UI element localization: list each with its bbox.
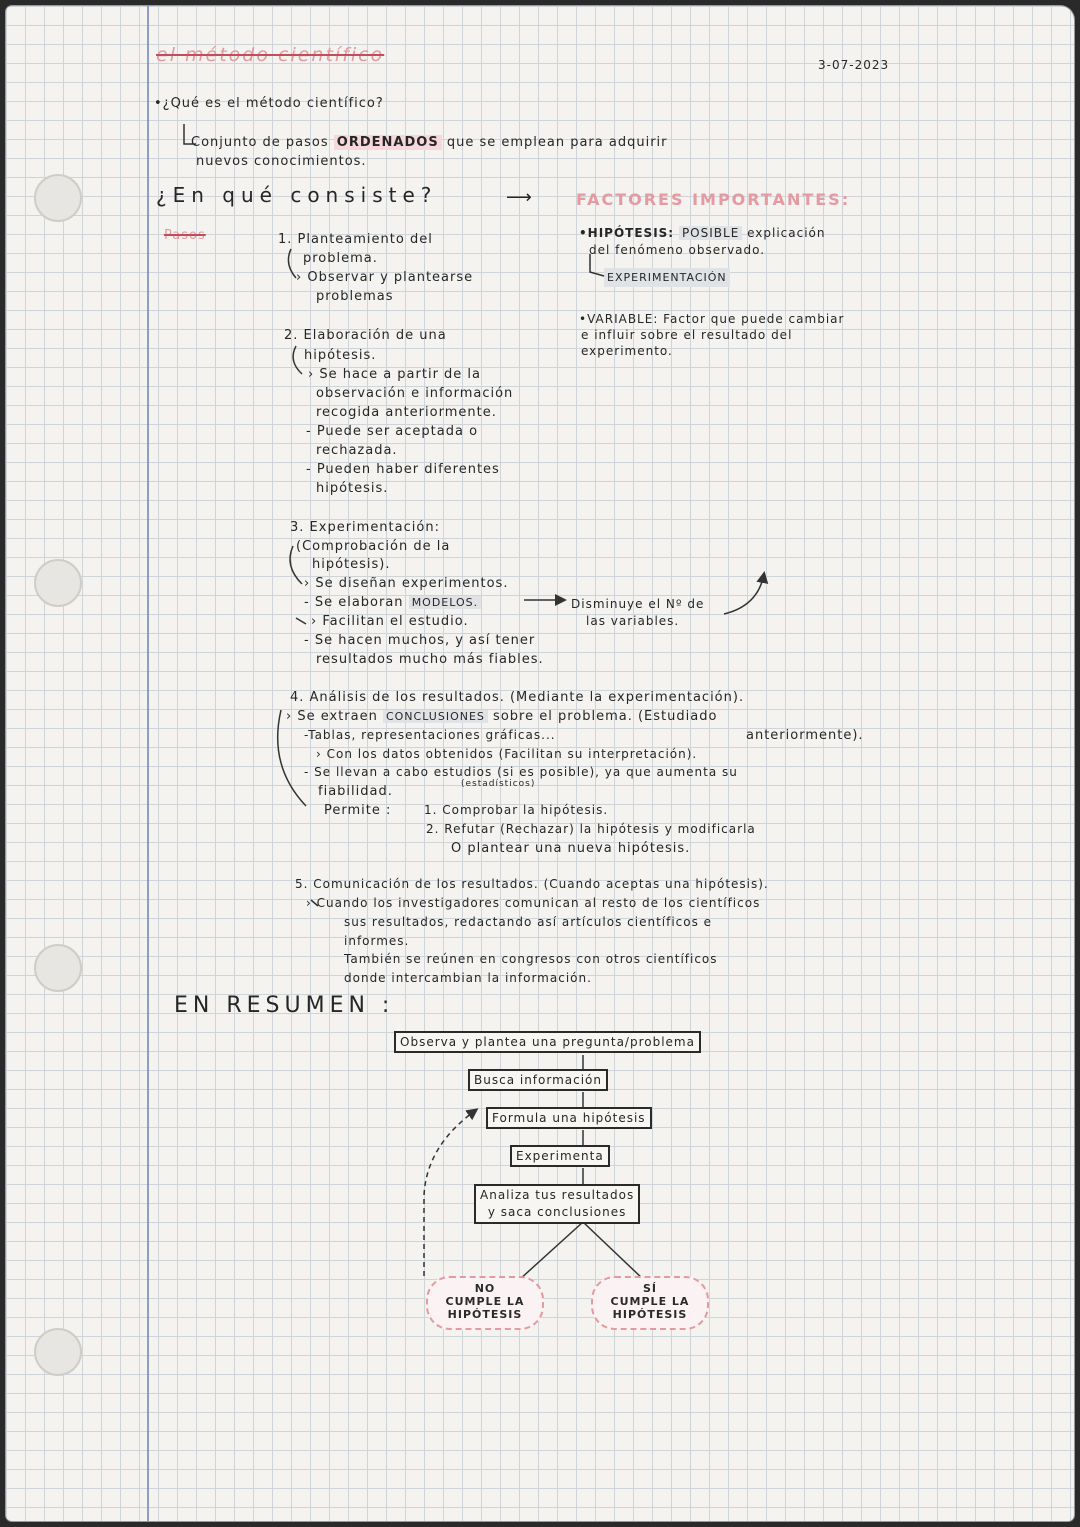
highlight-modelos: MODELOS.	[409, 596, 481, 609]
step2-line: › Se hace a partir de la	[308, 367, 482, 382]
step4-line: -Tablas, representaciones gráficas...	[304, 728, 556, 742]
answer-line-2: nuevos conocimientos.	[196, 154, 367, 169]
step5-line: También se reúnen en congresos con otros científicos	[344, 952, 718, 966]
hipotesis-line-2: del fenómeno observado.	[589, 243, 766, 257]
step3-line: - Se hacen muchos, y así tener	[304, 633, 536, 648]
step5-line: sus resultados, redactando así artículos científicos e	[344, 915, 713, 929]
step1-line: › Observar y plantearse	[296, 270, 474, 285]
step4-title: 4. Análisis de los resultados. (Mediante la experimentación).	[290, 690, 745, 705]
arrow-right-icon: ⟶	[506, 187, 533, 208]
cloud-text: CUMPLE LA	[610, 1295, 690, 1308]
step4-annotation: (estadísticos)	[461, 779, 536, 789]
cloud-text: HIPÓTESIS	[612, 1308, 688, 1321]
definition-text: explicación	[747, 226, 826, 240]
step3-line: resultados mucho más fiables.	[316, 652, 544, 667]
cloud-no-cumple	[426, 1276, 544, 1330]
highlight-ordenados: ORDENADOS	[334, 135, 442, 150]
step3-line: › Facilitan el estudio.	[311, 614, 469, 629]
step1-title: 1. Planteamiento del	[278, 232, 433, 247]
flow-box-formula: Formula una hipótesis	[486, 1107, 652, 1129]
highlight-posible: POSIBLE	[679, 226, 742, 240]
variable-line-2: e influir sobre el resultado del	[581, 328, 793, 342]
step2-line: hipótesis.	[316, 481, 389, 496]
step2-line: observación e información	[316, 386, 514, 401]
flow-box-experimenta: Experimenta	[510, 1145, 610, 1167]
step2-line: - Puede ser aceptada o	[306, 424, 479, 439]
answer-text: Conjunto de pasos	[191, 135, 329, 150]
step3-line: hipótesis).	[312, 557, 391, 572]
step5-title: 5. Comunicación de los resultados. (Cuando aceptas una hipótesis).	[295, 877, 769, 891]
experimentacion-tag: EXPERIMENTACIÓN	[604, 268, 730, 287]
factores-title: FACTORES IMPORTANTES:	[576, 190, 851, 209]
resumen-title: EN RESUMEN :	[174, 993, 395, 1018]
cloud-text: NO	[474, 1282, 496, 1295]
step5-line: informes.	[344, 934, 410, 948]
flow-box-busca: Busca información	[468, 1069, 608, 1091]
step1-line: problemas	[316, 289, 394, 304]
step4-permite: Permite :	[324, 803, 392, 818]
step4-text: › Se extraen	[286, 709, 378, 724]
hipotesis-label: •HIPÓTESIS:	[579, 226, 675, 240]
cloud-text: CUMPLE LA	[445, 1295, 525, 1308]
step3-side-note-2: las variables.	[586, 614, 680, 628]
step3-text: - Se elaboran	[304, 595, 404, 610]
highlight-conclusiones: CONCLUSIONES	[383, 710, 488, 723]
step2-title-2: hipótesis.	[304, 348, 377, 363]
consiste-question: ¿En qué consiste?	[156, 183, 438, 207]
step3-title: 3. Experimentación:	[290, 520, 440, 535]
step5-line: donde intercambian la información.	[344, 971, 592, 985]
variable-definition: •VARIABLE: Factor que puede cambiar	[579, 312, 845, 326]
step4-line: anteriormente).	[746, 728, 864, 743]
step3-line: › Se diseñan experimentos.	[304, 576, 509, 591]
step2-line: - Pueden haber diferentes	[306, 462, 500, 477]
step5-line: › Cuando los investigadores comunican al resto de los científicos	[306, 896, 761, 910]
page-title: el método científico	[156, 44, 385, 66]
question-text: •¿Qué es el método científico?	[154, 96, 384, 111]
answer-text: que se emplean para adquirir	[446, 135, 668, 150]
variable-line-3: experimento.	[581, 344, 673, 358]
flow-box-observa: Observa y plantea una pregunta/problema	[394, 1031, 701, 1053]
flow-box-text: y saca conclusiones	[487, 1205, 627, 1219]
step4-line: - Se llevan a cabo estudios (si es posible), ya que aumenta su	[304, 765, 738, 779]
step3-side-note: Disminuye el Nº de	[571, 597, 705, 611]
flow-box-text: Analiza tus resultados	[480, 1188, 635, 1202]
step4-line: fiabilidad.	[318, 784, 393, 799]
date: 3-07-2023	[818, 58, 890, 72]
flow-box-analiza	[474, 1184, 640, 1224]
cloud-text: SÍ	[642, 1282, 657, 1295]
cloud-si-cumple	[591, 1276, 709, 1330]
step2-line: recogida anteriormente.	[316, 405, 497, 420]
step3-line: (Comprobación de la	[296, 539, 451, 554]
pasos-label: Pasos	[164, 228, 206, 243]
step2-line: rechazada.	[316, 443, 398, 458]
cloud-text: HIPÓTESIS	[447, 1308, 523, 1321]
step2-title: 2. Elaboración de una	[284, 328, 447, 343]
step1-title-2: problema.	[303, 251, 378, 266]
step4-text: sobre el problema. (Estudiado	[493, 709, 718, 724]
step4-point: 2. Refutar (Rechazar) la hipótesis y modificarla	[426, 822, 756, 836]
step4-line: › Con los datos obtenidos (Facilitan su interpretación).	[316, 747, 698, 761]
step4-point: 1. Comprobar la hipótesis.	[424, 803, 609, 817]
notebook-page	[6, 6, 1074, 1521]
step4-point: O plantear una nueva hipótesis.	[451, 841, 691, 856]
